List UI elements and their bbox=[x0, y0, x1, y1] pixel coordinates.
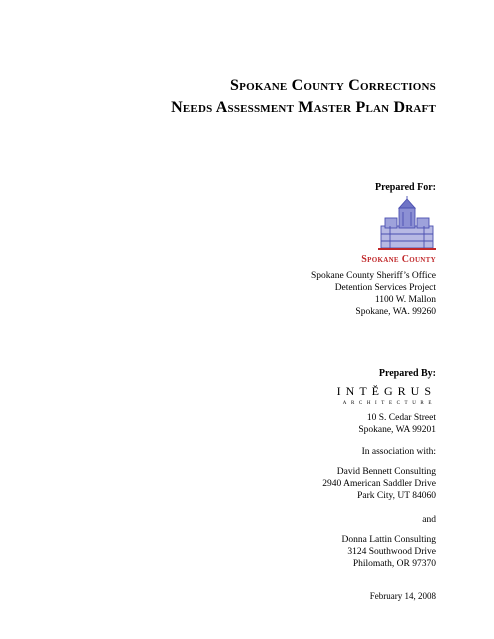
document-date: February 14, 2008 bbox=[369, 591, 436, 601]
association-label: In association with: bbox=[361, 447, 436, 457]
address-line: Detention Services Project bbox=[334, 283, 436, 293]
address-line: 1100 W. Mallon bbox=[374, 295, 436, 305]
document-title-line-2: Needs Assessment Master Plan Draft bbox=[171, 99, 436, 116]
prepared-for-heading: Prepared For: bbox=[374, 182, 436, 193]
spokane-county-wordmark: Spokane County bbox=[361, 254, 436, 265]
prepared-by-heading: Prepared By: bbox=[378, 368, 436, 379]
prepared-by-address bbox=[358, 412, 436, 436]
spokane-county-courthouse-logo bbox=[378, 196, 436, 252]
address-line: Philomath, OR 97370 bbox=[352, 559, 436, 569]
address-line: Spokane County Sheriff’s Office bbox=[311, 271, 436, 281]
and-label: and bbox=[422, 515, 436, 525]
integrus-logo: INTĔGRUS bbox=[336, 384, 436, 398]
address-line: Spokane, WA. 99260 bbox=[355, 307, 436, 317]
address-line: 2940 American Saddler Drive bbox=[322, 479, 436, 489]
address-line: 10 S. Cedar Street bbox=[366, 413, 436, 423]
consultant-1-address bbox=[322, 466, 436, 502]
address-line: 3124 Southwood Drive bbox=[347, 547, 436, 557]
address-line: Spokane, WA 99201 bbox=[358, 425, 436, 435]
prepared-for-address bbox=[311, 270, 436, 318]
address-line: Park City, UT 84060 bbox=[357, 491, 436, 501]
address-line: Donna Lattin Consulting bbox=[341, 535, 436, 545]
document-title-line-1: Spokane County Corrections bbox=[230, 77, 436, 94]
address-line: David Bennett Consulting bbox=[336, 467, 436, 477]
integrus-logo-subtitle: ARCHITECTURE bbox=[342, 401, 436, 406]
consultant-2-address bbox=[342, 534, 436, 570]
